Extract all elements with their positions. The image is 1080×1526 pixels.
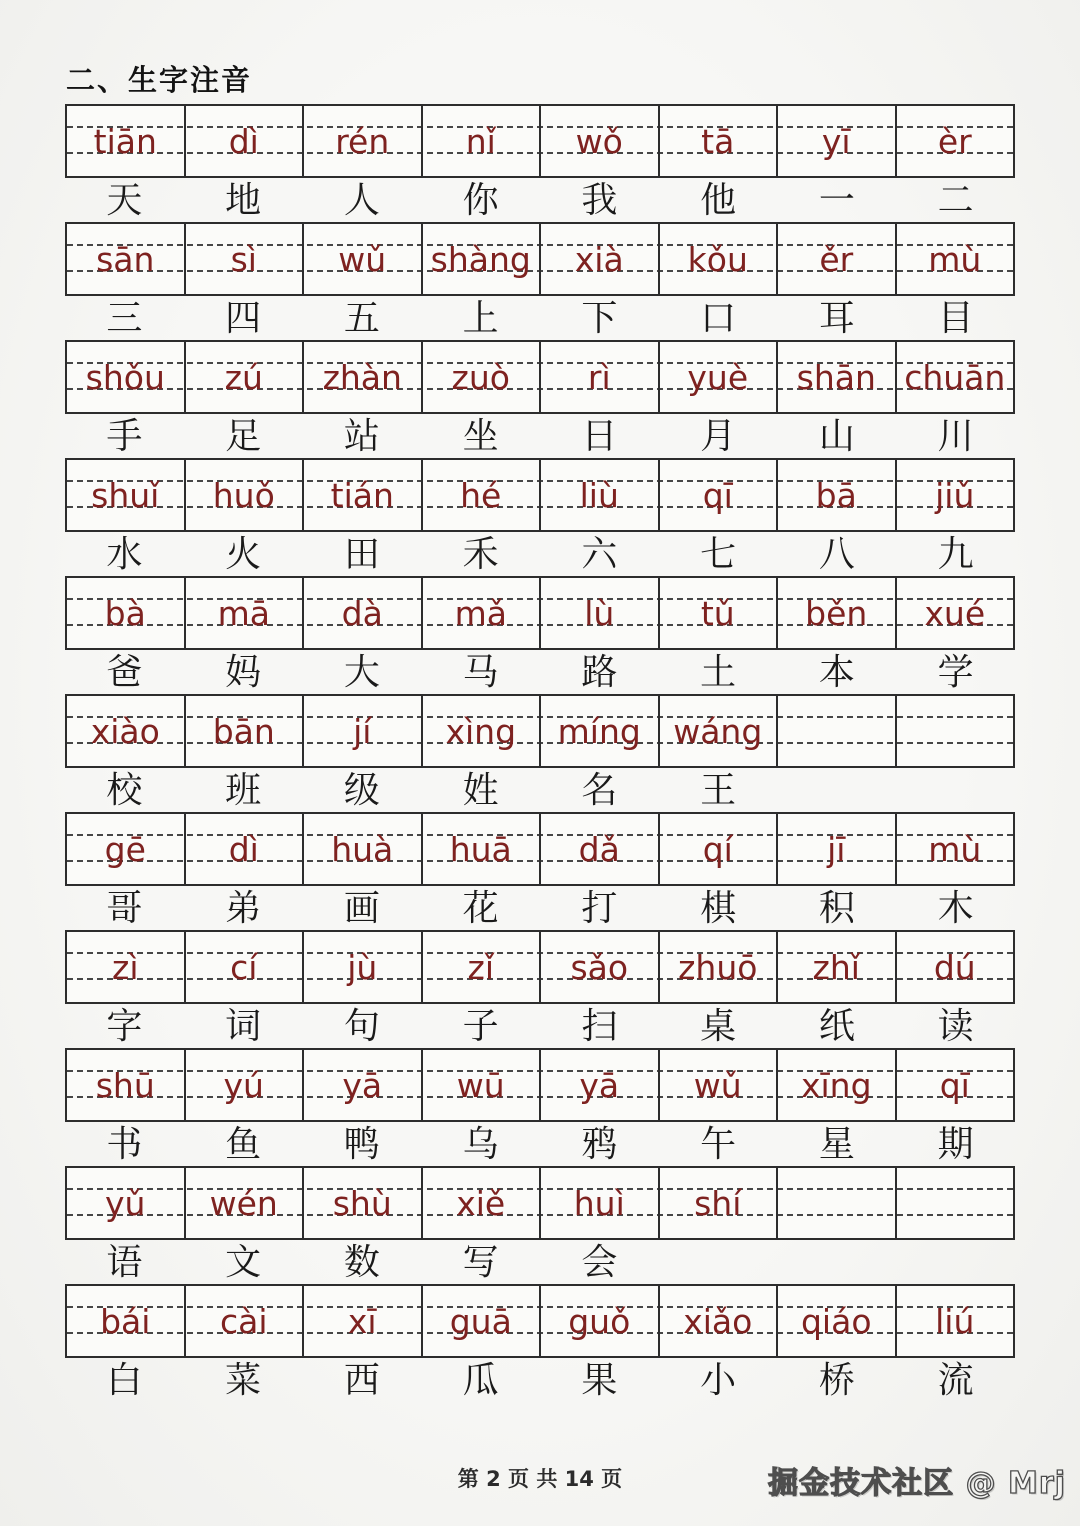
pinyin-cell: sān	[67, 224, 186, 294]
character-cell: 级	[343, 770, 380, 810]
character-cell: 子	[462, 1006, 499, 1046]
character-cell: 大	[343, 652, 380, 692]
character-cell: 乌	[462, 1124, 499, 1164]
character-cell: 日	[581, 416, 618, 456]
pinyin-cell: xiǎo	[660, 1286, 779, 1356]
character-row	[65, 1122, 1015, 1166]
pinyin-cell: jiǔ	[935, 475, 975, 515]
character-cell: 午	[700, 1124, 737, 1164]
pinyin-cell: gē	[67, 814, 186, 884]
vocab-row-group	[65, 1284, 1015, 1402]
character-cell: 学	[937, 652, 974, 692]
pinyin-cell: qí	[660, 814, 779, 884]
pinyin-cell: jī	[778, 814, 897, 884]
character-cell: 名	[581, 770, 618, 810]
character-cell: 瓜	[462, 1360, 499, 1400]
pinyin-cell: wén	[186, 1168, 305, 1238]
pinyin-row	[65, 576, 1015, 650]
pinyin-cell: èr	[937, 121, 972, 161]
pinyin-cell: míng	[541, 696, 660, 766]
character-cell: 星	[818, 1124, 855, 1164]
character-cell: 手	[106, 416, 143, 456]
character-cell: 地	[225, 180, 262, 220]
pinyin-cell: shū	[67, 1050, 186, 1120]
pinyin-cell: bà	[67, 578, 186, 648]
pinyin-cell: zhǐ	[778, 932, 897, 1002]
pinyin-cell: shān	[778, 342, 897, 412]
vocab-row-group	[65, 222, 1015, 340]
pinyin-cell: yǔ	[67, 1168, 186, 1238]
pinyin-cell: liù	[541, 460, 660, 530]
character-cell: 积	[818, 888, 855, 928]
character-row	[65, 1240, 1015, 1284]
character-cell: 六	[581, 534, 618, 574]
pinyin-cell: kǒu	[660, 224, 779, 294]
character-cell: 坐	[462, 416, 499, 456]
pinyin-cell: xiě	[423, 1168, 542, 1238]
character-cell: 期	[937, 1124, 974, 1164]
character-cell: 目	[937, 298, 974, 338]
pinyin-cell	[897, 1168, 1014, 1238]
pinyin-cell: dì	[186, 814, 305, 884]
pinyin-cell: shí	[660, 1168, 779, 1238]
vocab-row-group	[65, 1048, 1015, 1166]
pinyin-cell: wáng	[660, 696, 779, 766]
character-cell: 木	[937, 888, 974, 928]
character-row	[65, 1004, 1015, 1048]
character-cell: 语	[106, 1242, 143, 1282]
character-cell: 七	[700, 534, 737, 574]
pinyin-cell: liú	[935, 1301, 975, 1341]
character-cell: 月	[700, 416, 737, 456]
pinyin-row	[65, 812, 1015, 886]
vocab-row-group	[65, 340, 1015, 458]
pinyin-cell: mā	[186, 578, 305, 648]
pinyin-cell: zhuō	[660, 932, 779, 1002]
character-cell: 足	[225, 416, 262, 456]
character-cell: 句	[343, 1006, 380, 1046]
pinyin-cell: sǎo	[541, 932, 660, 1002]
pinyin-cell: wǒ	[541, 106, 660, 176]
pinyin-row	[65, 104, 1015, 178]
pinyin-cell: wǔ	[304, 224, 423, 294]
character-cell: 上	[462, 298, 499, 338]
pinyin-row	[65, 222, 1015, 296]
character-cell: 王	[700, 770, 737, 810]
pinyin-cell: zhàn	[304, 342, 423, 412]
pinyin-row	[65, 458, 1015, 532]
character-cell: 会	[581, 1242, 618, 1282]
pinyin-row	[65, 1048, 1015, 1122]
character-cell: 你	[462, 180, 499, 220]
character-cell: 画	[343, 888, 380, 928]
pinyin-cell: yī	[778, 106, 897, 176]
pinyin-cell: shù	[304, 1168, 423, 1238]
pinyin-row	[65, 930, 1015, 1004]
vocab-row-group	[65, 576, 1015, 694]
character-cell: 弟	[225, 888, 262, 928]
character-cell: 哥	[106, 888, 143, 928]
character-cell: 棋	[700, 888, 737, 928]
character-cell: 我	[581, 180, 618, 220]
character-cell: 二	[937, 180, 974, 220]
character-cell: 扫	[581, 1006, 618, 1046]
character-cell: 四	[225, 298, 262, 338]
pinyin-cell: wū	[423, 1050, 542, 1120]
vocab-row-group	[65, 1166, 1015, 1284]
character-cell: 鸦	[581, 1124, 618, 1164]
vocab-row-group	[65, 458, 1015, 576]
pinyin-cell: qī	[660, 460, 779, 530]
pinyin-cell: bái	[67, 1286, 186, 1356]
pinyin-cell: bā	[778, 460, 897, 530]
pinyin-cell: zǐ	[423, 932, 542, 1002]
pinyin-cell: yuè	[660, 342, 779, 412]
character-cell: 禾	[462, 534, 499, 574]
pinyin-cell: chuān	[904, 357, 1006, 397]
pinyin-cell: shuǐ	[67, 460, 186, 530]
pinyin-cell: tiān	[67, 106, 186, 176]
pinyin-cell: guǒ	[541, 1286, 660, 1356]
character-cell: 口	[700, 298, 737, 338]
character-cell: 桌	[700, 1006, 737, 1046]
character-cell: 班	[225, 770, 262, 810]
character-cell: 白	[106, 1360, 143, 1400]
vocab-row-group	[65, 812, 1015, 930]
character-cell: 人	[343, 180, 380, 220]
character-row	[65, 414, 1015, 458]
pinyin-cell: shàng	[423, 224, 542, 294]
pinyin-cell: zì	[67, 932, 186, 1002]
character-cell: 姓	[462, 770, 499, 810]
pinyin-cell: huì	[541, 1168, 660, 1238]
pinyin-cell: huǒ	[186, 460, 305, 530]
character-cell: 路	[581, 652, 618, 692]
character-cell: 词	[225, 1006, 262, 1046]
character-cell: 妈	[225, 652, 262, 692]
pinyin-cell: wǔ	[660, 1050, 779, 1120]
pinyin-cell: ěr	[778, 224, 897, 294]
character-cell: 马	[462, 652, 499, 692]
pinyin-table	[65, 104, 1015, 1402]
pinyin-cell: shǒu	[67, 342, 186, 412]
vocab-row-group	[65, 930, 1015, 1048]
character-cell: 鸭	[343, 1124, 380, 1164]
pinyin-cell: guā	[423, 1286, 542, 1356]
character-row	[65, 886, 1015, 930]
pinyin-cell	[897, 696, 1014, 766]
pinyin-row	[65, 1166, 1015, 1240]
pinyin-cell: cí	[186, 932, 305, 1002]
character-cell: 爸	[106, 652, 143, 692]
pinyin-cell: huā	[423, 814, 542, 884]
character-cell: 菜	[225, 1360, 262, 1400]
pinyin-cell: yú	[186, 1050, 305, 1120]
pinyin-cell: lù	[541, 578, 660, 648]
pinyin-cell: jù	[304, 932, 423, 1002]
pinyin-cell: xiào	[67, 696, 186, 766]
pinyin-cell: xī	[304, 1286, 423, 1356]
pinyin-cell: dú	[933, 947, 976, 987]
character-row	[65, 650, 1015, 694]
pinyin-cell: tián	[304, 460, 423, 530]
character-cell: 读	[937, 1006, 974, 1046]
pinyin-cell: mù	[928, 829, 982, 869]
pinyin-cell: yā	[541, 1050, 660, 1120]
character-cell: 一	[818, 180, 855, 220]
character-cell: 桥	[818, 1360, 855, 1400]
character-row	[65, 296, 1015, 340]
pinyin-cell: sì	[186, 224, 305, 294]
pinyin-cell: xīng	[778, 1050, 897, 1120]
pinyin-cell: zú	[186, 342, 305, 412]
character-cell: 小	[700, 1360, 737, 1400]
section-title: 二、生字注音	[66, 63, 253, 97]
character-cell: 流	[937, 1360, 974, 1400]
character-cell: 川	[937, 416, 974, 456]
character-cell: 八	[818, 534, 855, 574]
pinyin-cell: hé	[423, 460, 542, 530]
character-row	[65, 768, 1015, 812]
page-number: 第 2 页 共 14 页	[457, 1467, 623, 1491]
character-cell: 水	[106, 534, 143, 574]
character-cell: 九	[937, 534, 974, 574]
vocab-row-group	[65, 104, 1015, 222]
character-row	[65, 178, 1015, 222]
pinyin-cell: cài	[186, 1286, 305, 1356]
character-cell: 西	[343, 1360, 380, 1400]
character-cell: 田	[343, 534, 380, 574]
pinyin-cell	[778, 1168, 897, 1238]
character-row	[65, 532, 1015, 576]
character-cell: 书	[106, 1124, 143, 1164]
vocab-row-group	[65, 694, 1015, 812]
pinyin-cell: tā	[660, 106, 779, 176]
character-cell: 下	[581, 298, 618, 338]
character-cell: 五	[343, 298, 380, 338]
character-row	[65, 1358, 1015, 1402]
character-cell: 打	[581, 888, 618, 928]
character-cell: 字	[106, 1006, 143, 1046]
character-cell: 数	[343, 1242, 380, 1282]
pinyin-cell: dǎ	[541, 814, 660, 884]
character-cell: 天	[106, 180, 143, 220]
character-cell: 纸	[818, 1006, 855, 1046]
pinyin-cell: yā	[304, 1050, 423, 1120]
pinyin-cell: xià	[541, 224, 660, 294]
pinyin-cell: jí	[304, 696, 423, 766]
character-cell: 站	[343, 416, 380, 456]
pinyin-cell: nǐ	[423, 106, 542, 176]
pinyin-row	[65, 340, 1015, 414]
character-cell: 他	[700, 180, 737, 220]
pinyin-cell: dì	[186, 106, 305, 176]
pinyin-row	[65, 1284, 1015, 1358]
pinyin-cell: xìng	[423, 696, 542, 766]
pinyin-row	[65, 694, 1015, 768]
pinyin-cell: mù	[928, 239, 982, 279]
pinyin-cell: xué	[924, 593, 986, 633]
pinyin-cell	[778, 696, 897, 766]
character-cell: 耳	[818, 298, 855, 338]
character-cell: 校	[106, 770, 143, 810]
pinyin-cell: dà	[304, 578, 423, 648]
watermark: 掘金技术社区 @ Mrj	[768, 1466, 1066, 1501]
pinyin-cell: rì	[541, 342, 660, 412]
character-cell: 山	[818, 416, 855, 456]
character-cell: 土	[700, 652, 737, 692]
pinyin-cell: rén	[304, 106, 423, 176]
pinyin-cell: tǔ	[660, 578, 779, 648]
character-cell: 火	[225, 534, 262, 574]
pinyin-cell: huà	[304, 814, 423, 884]
character-cell: 鱼	[225, 1124, 262, 1164]
pinyin-cell: bān	[186, 696, 305, 766]
character-cell: 花	[462, 888, 499, 928]
pinyin-cell: běn	[778, 578, 897, 648]
character-cell: 文	[225, 1242, 262, 1282]
character-cell: 果	[581, 1360, 618, 1400]
character-cell: 本	[818, 652, 855, 692]
character-cell: 三	[106, 298, 143, 338]
pinyin-cell: mǎ	[423, 578, 542, 648]
pinyin-cell: qiáo	[778, 1286, 897, 1356]
pinyin-cell: qī	[939, 1065, 970, 1105]
character-cell: 写	[462, 1242, 499, 1282]
pinyin-cell: zuò	[423, 342, 542, 412]
